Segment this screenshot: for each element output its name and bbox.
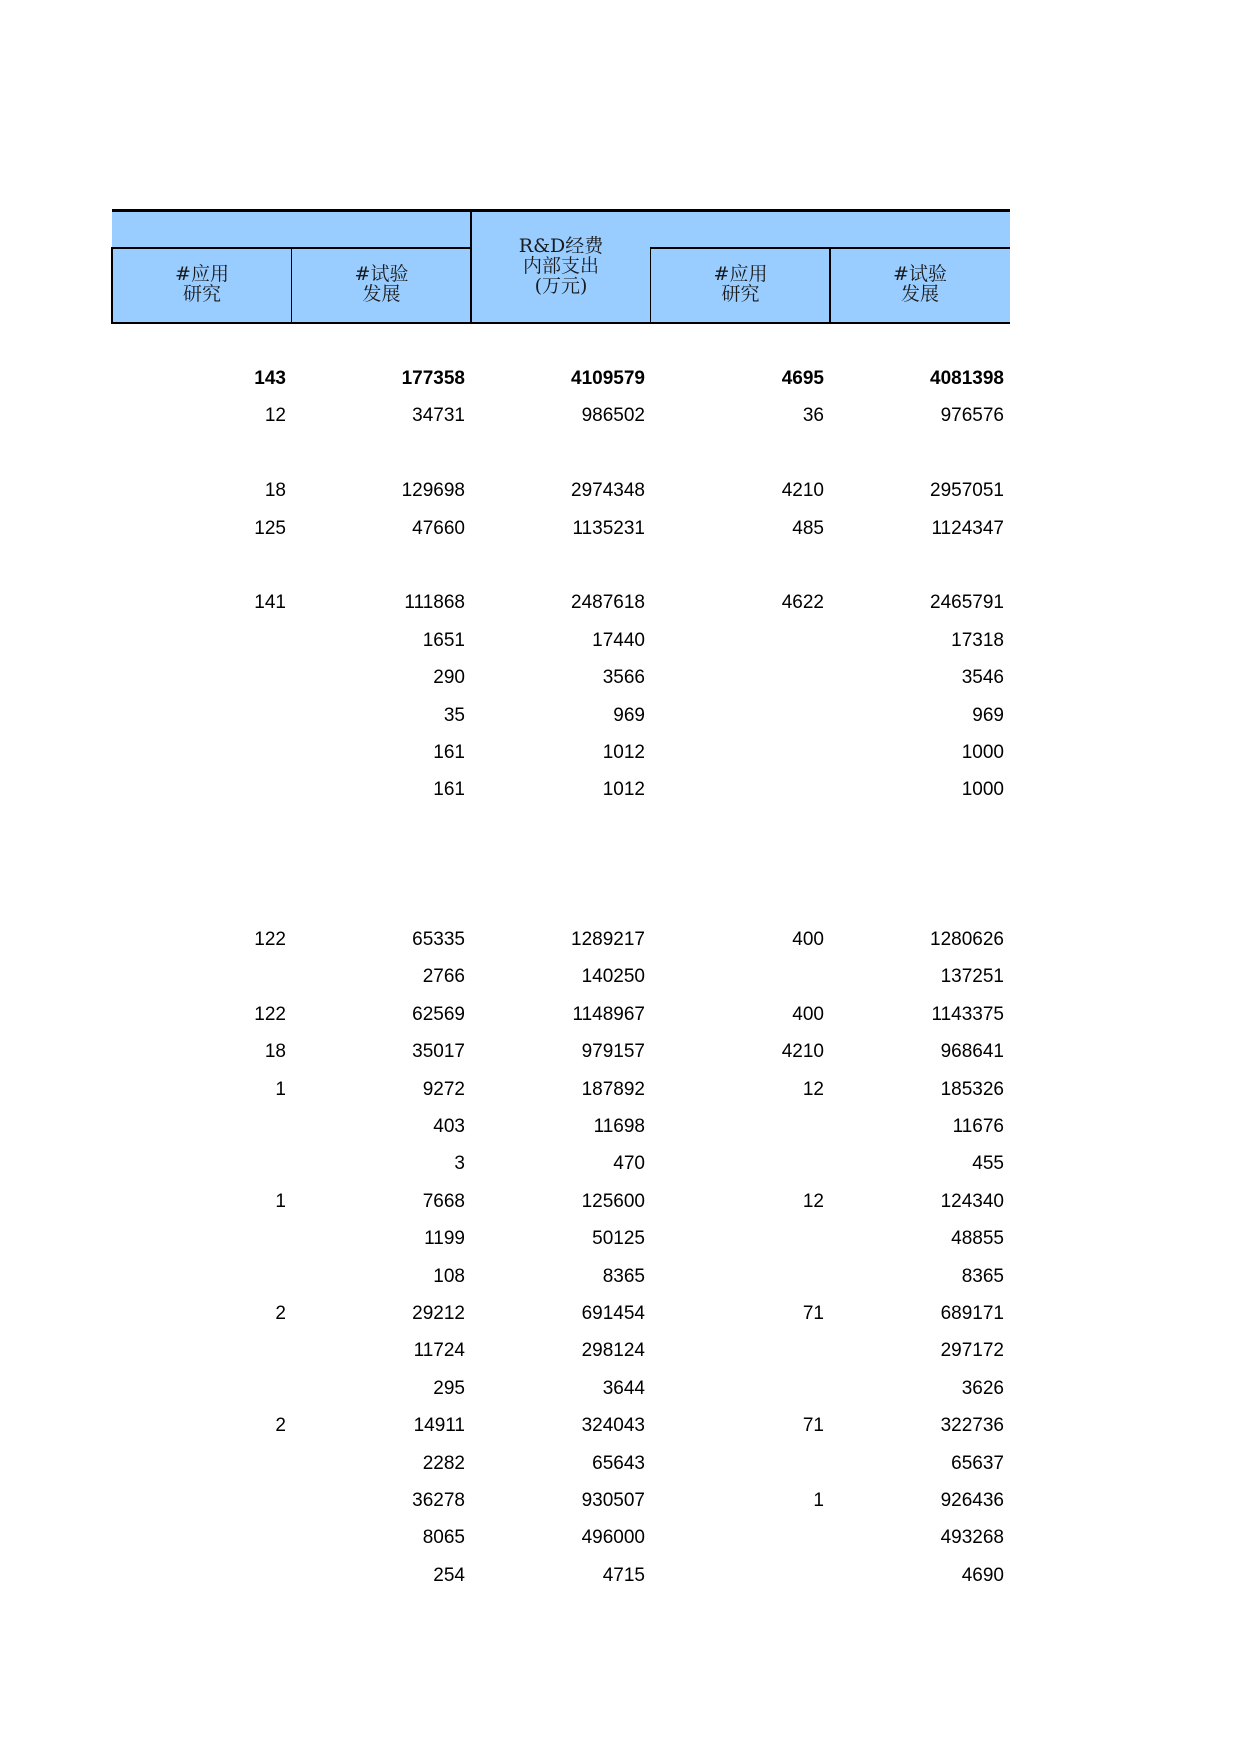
table-cell	[651, 734, 830, 771]
table-cell: 122	[254, 929, 286, 950]
table-cell: 129698	[401, 480, 465, 502]
header-experimental-development-1: #试验 发展	[354, 263, 409, 305]
table-cell: 1	[813, 1490, 824, 1511]
table-cell: 50125	[592, 1228, 645, 1250]
table-cell	[292, 435, 471, 472]
table-row	[0, 547, 1240, 584]
table-cell: 926436	[940, 1490, 1004, 1511]
table-cell	[112, 1108, 292, 1145]
table-row	[0, 659, 1240, 696]
table-cell	[651, 1332, 830, 1369]
table-row	[0, 958, 1240, 995]
table-cell: 4622	[781, 592, 824, 614]
table-cell: 2487618	[571, 592, 645, 614]
table-cell: 3546	[961, 667, 1004, 689]
table-cell: 7668	[422, 1190, 465, 1212]
table-cell	[651, 547, 830, 584]
table-cell	[651, 1108, 830, 1145]
table-row	[0, 622, 1240, 659]
table-cell	[651, 771, 830, 808]
table-cell: 18	[264, 1041, 286, 1063]
table-row	[0, 1183, 1240, 1220]
table-row	[0, 1071, 1240, 1108]
table-cell: 11698	[593, 1116, 645, 1137]
table-cell: 3566	[602, 667, 645, 689]
table-row	[0, 435, 1240, 472]
table-cell: 71	[802, 1303, 824, 1324]
table-cell: 143	[254, 368, 286, 389]
table-cell	[112, 958, 292, 995]
table-cell: 691454	[581, 1303, 645, 1324]
table-cell	[112, 622, 292, 659]
table-cell: 8065	[422, 1527, 465, 1549]
table-cell	[651, 846, 830, 883]
table-row	[0, 921, 1240, 958]
header-bottom-rule	[112, 322, 1010, 324]
header-experimental-development-2: #试验 发展	[893, 263, 947, 305]
table-cell: 400	[792, 1003, 824, 1025]
table-cell	[651, 809, 830, 846]
table-cell: 2	[275, 1415, 286, 1437]
table-cell: 2974348	[571, 480, 645, 502]
table-cell	[830, 884, 1010, 921]
table-cell	[471, 547, 651, 584]
table-row	[0, 1145, 1240, 1182]
table-cell: 11676	[952, 1116, 1004, 1137]
table-cell: 930507	[581, 1490, 645, 1511]
table-cell: 14911	[413, 1415, 465, 1437]
table-cell	[651, 1145, 830, 1182]
table-row	[0, 1519, 1240, 1556]
table-cell: 8365	[602, 1265, 645, 1287]
table-cell	[471, 809, 651, 846]
table-cell: 124340	[940, 1190, 1004, 1212]
table-cell: 17440	[592, 629, 645, 651]
table-cell: 290	[433, 667, 465, 689]
table-cell: 2957051	[930, 480, 1004, 502]
table-row	[0, 360, 1240, 397]
table-cell	[651, 697, 830, 734]
table-cell	[112, 771, 292, 808]
table-cell: 3644	[602, 1377, 645, 1399]
table-row	[0, 510, 1240, 547]
table-cell: 1289217	[571, 929, 645, 950]
table-cell: 47660	[412, 517, 465, 539]
table-cell	[471, 846, 651, 883]
table-cell: 1135231	[572, 517, 645, 539]
table-row	[0, 584, 1240, 621]
table-cell: 35	[443, 704, 465, 726]
table-cell: 2	[275, 1303, 286, 1324]
table-cell	[651, 1557, 830, 1594]
table-cell	[651, 1258, 830, 1295]
table-row	[0, 1295, 1240, 1332]
table-cell: 1124347	[931, 517, 1004, 539]
table-cell	[471, 435, 651, 472]
table-cell	[112, 809, 292, 846]
table-row	[0, 1332, 1240, 1369]
table-cell: 496000	[581, 1527, 645, 1549]
table-cell: 125600	[581, 1190, 645, 1212]
table-cell	[112, 1332, 292, 1369]
table-cell: 969	[613, 704, 645, 726]
table-cell: 36278	[412, 1490, 465, 1511]
table-cell	[112, 1258, 292, 1295]
table-cell: 493268	[940, 1527, 1004, 1549]
table-cell: 1651	[422, 629, 465, 651]
table-cell: 36	[802, 405, 824, 427]
table-cell	[651, 659, 830, 696]
table-cell: 400	[792, 929, 824, 950]
table-cell: 1	[275, 1190, 286, 1212]
table-cell: 3626	[961, 1377, 1004, 1399]
table-cell: 4081398	[930, 368, 1004, 389]
table-cell: 324043	[581, 1415, 645, 1437]
table-cell	[112, 1370, 292, 1407]
table-row	[0, 697, 1240, 734]
table-cell: 689171	[940, 1303, 1004, 1324]
table-cell: 18	[264, 480, 286, 502]
table-cell	[112, 884, 292, 921]
table-row	[0, 884, 1240, 921]
table-cell: 1280626	[930, 929, 1004, 950]
table-cell: 11724	[413, 1340, 465, 1362]
table-cell: 122	[254, 1003, 286, 1025]
table-cell: 2465791	[930, 592, 1004, 614]
table-cell: 254	[433, 1564, 465, 1586]
table-cell	[651, 1220, 830, 1257]
table-cell: 4690	[961, 1564, 1004, 1586]
table-cell: 1000	[961, 779, 1004, 801]
table-cell	[112, 1557, 292, 1594]
table-cell	[112, 1220, 292, 1257]
table-row	[0, 771, 1240, 808]
table-cell: 1143375	[931, 1003, 1004, 1025]
table-cell: 1	[275, 1078, 286, 1100]
table-cell	[830, 547, 1010, 584]
table-cell: 3	[454, 1153, 465, 1175]
table-cell: 455	[972, 1153, 1004, 1175]
table-cell	[292, 809, 471, 846]
table-cell: 48855	[951, 1228, 1004, 1250]
table-row	[0, 1220, 1240, 1257]
table-cell	[651, 884, 830, 921]
table-row	[0, 1482, 1240, 1519]
table-cell: 968641	[940, 1041, 1004, 1063]
table-row	[0, 734, 1240, 771]
table-cell	[651, 1445, 830, 1482]
table-cell: 2766	[422, 966, 465, 988]
table-cell	[830, 846, 1010, 883]
table-cell: 140250	[581, 966, 645, 988]
table-cell: 17318	[951, 629, 1004, 651]
table-cell: 485	[792, 517, 824, 539]
table-cell: 470	[613, 1153, 645, 1175]
table-cell: 1000	[961, 742, 1004, 763]
table-cell: 4210	[781, 1041, 824, 1063]
table-cell: 4715	[602, 1564, 645, 1586]
table-cell: 185326	[940, 1078, 1004, 1100]
table-cell	[112, 1519, 292, 1556]
table-cell: 71	[802, 1415, 824, 1437]
table-cell: 403	[433, 1116, 465, 1137]
table-cell: 65637	[951, 1452, 1004, 1474]
table-cell: 35017	[412, 1041, 465, 1063]
table-cell	[830, 435, 1010, 472]
table-cell	[651, 958, 830, 995]
table-row	[0, 1407, 1240, 1444]
table-cell	[830, 809, 1010, 846]
table-cell: 969	[972, 704, 1004, 726]
table-cell	[651, 1370, 830, 1407]
table-cell	[112, 697, 292, 734]
table-cell: 62569	[412, 1003, 465, 1025]
table-cell	[112, 435, 292, 472]
table-cell: 12	[264, 405, 286, 427]
table-cell: 187892	[581, 1078, 645, 1100]
table-cell: 322736	[940, 1415, 1004, 1437]
table-row	[0, 1370, 1240, 1407]
header-top-rule	[112, 209, 1010, 212]
table-cell: 1199	[424, 1228, 465, 1250]
table-cell: 34731	[412, 405, 465, 427]
table-cell: 1012	[602, 779, 645, 801]
table-cell: 65643	[592, 1452, 645, 1474]
table-cell	[112, 547, 292, 584]
table-cell: 12	[802, 1190, 824, 1212]
table-cell	[112, 659, 292, 696]
table-cell: 111868	[404, 592, 465, 614]
table-cell	[651, 435, 830, 472]
table-cell	[112, 734, 292, 771]
table-cell: 29212	[412, 1303, 465, 1324]
table-row	[0, 809, 1240, 846]
table-cell: 108	[433, 1265, 465, 1287]
table-cell: 295	[433, 1377, 465, 1399]
table-row	[0, 397, 1240, 434]
table-cell: 8365	[961, 1265, 1004, 1287]
table-cell	[112, 1482, 292, 1519]
table-cell: 979157	[581, 1041, 645, 1063]
table-cell: 297172	[940, 1340, 1004, 1362]
header-applied-research-1: #应用 研究	[175, 263, 229, 305]
table-cell	[471, 884, 651, 921]
table-row	[0, 472, 1240, 509]
table-cell: 4210	[781, 480, 824, 502]
table-cell: 986502	[581, 405, 645, 427]
table-cell	[112, 1445, 292, 1482]
table-cell: 141	[254, 592, 286, 614]
table-cell	[112, 846, 292, 883]
table-cell: 298124	[581, 1340, 645, 1362]
table-row	[0, 1033, 1240, 1070]
table-cell: 12	[802, 1078, 824, 1100]
table-row	[0, 846, 1240, 883]
table-row	[0, 1258, 1240, 1295]
header-applied-research-2: #应用 研究	[713, 263, 768, 305]
table-cell: 137251	[940, 966, 1004, 988]
table-row	[0, 1557, 1240, 1594]
table-cell	[651, 1519, 830, 1556]
table-row	[0, 996, 1240, 1033]
table-cell: 1012	[602, 742, 645, 763]
table-row	[0, 1445, 1240, 1482]
table-cell: 4109579	[571, 368, 645, 389]
table-cell: 65335	[412, 929, 465, 950]
header-rd-internal-expenditure: R&D经费 内部支出 (万元)	[518, 235, 604, 297]
table-cell: 125	[254, 517, 286, 539]
table-cell: 161	[433, 742, 465, 763]
table-row	[0, 1108, 1240, 1145]
table-cell	[292, 547, 471, 584]
table-cell: 177358	[401, 368, 465, 389]
table-cell	[651, 622, 830, 659]
table-cell: 161	[433, 779, 465, 801]
table-cell: 1148967	[572, 1003, 645, 1025]
table-cell: 4695	[781, 368, 824, 389]
table-cell: 9272	[422, 1078, 465, 1100]
table-cell: 2282	[422, 1452, 465, 1474]
table-cell	[292, 846, 471, 883]
table-cell: 976576	[940, 405, 1004, 427]
table-cell	[112, 1145, 292, 1182]
table-cell	[292, 884, 471, 921]
